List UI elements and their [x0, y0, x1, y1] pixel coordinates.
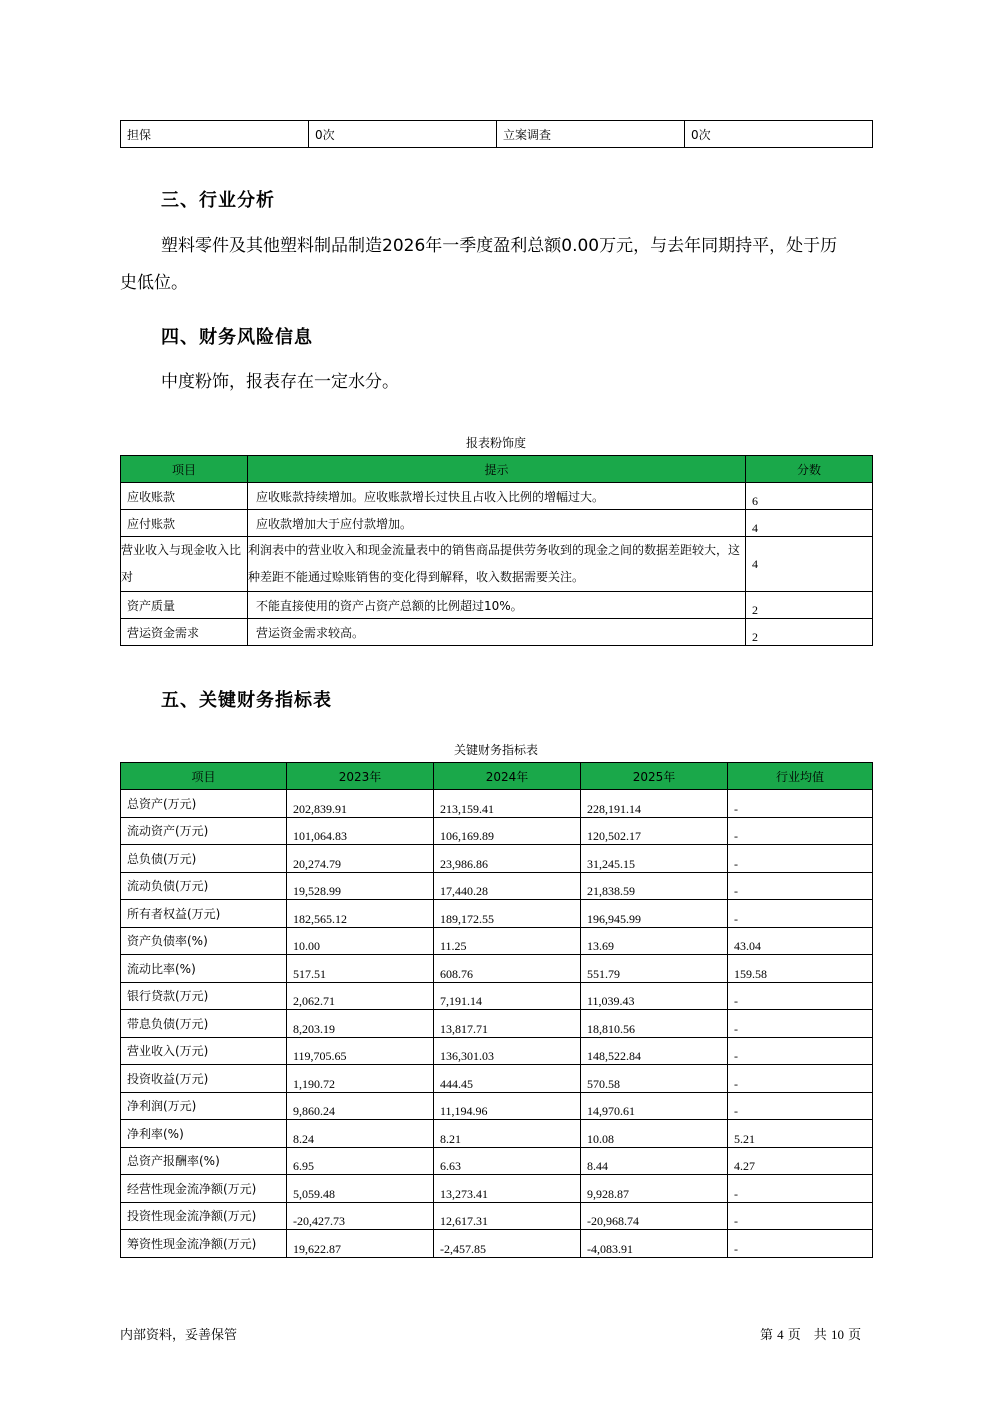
indicator-value-cell: -: [728, 872, 873, 900]
kpi-table-body: [121, 790, 873, 1258]
table-row: [121, 955, 873, 983]
indicator-value-cell: -: [728, 1175, 873, 1203]
table-cell: 立案调查: [497, 121, 685, 148]
hint-cell: 应收账款持续增加。应收账款增长过快且占收入比例的增幅过大。: [248, 483, 746, 510]
item-cell: 应收账款: [121, 483, 248, 510]
table-row: [121, 1092, 873, 1120]
indicator-value-cell: 444.45: [434, 1065, 581, 1093]
indicator-value-cell: 18,810.56: [581, 1010, 728, 1038]
table-header-row: [121, 763, 873, 790]
indicator-value-cell: 8.44: [581, 1147, 728, 1175]
table-row: [121, 982, 873, 1010]
table-row: [121, 1147, 873, 1175]
table-row: [121, 817, 873, 845]
indicator-value-cell: 10.08: [581, 1120, 728, 1148]
indicator-value-cell: 159.58: [728, 955, 873, 983]
table-cell: 0次: [685, 121, 873, 148]
indicator-value-cell: 13.69: [581, 927, 728, 955]
indicator-value-cell: 8.21: [434, 1120, 581, 1148]
table-row: [121, 790, 873, 818]
table-row: [121, 483, 873, 510]
window-dressing-table: [120, 455, 873, 646]
risk-table-caption: 报表粉饰度: [465, 436, 526, 450]
indicator-label-cell: 银行贷款(万元): [121, 982, 287, 1010]
indicator-value-cell: 7,191.14: [434, 982, 581, 1010]
indicator-label-cell: 流动资产(万元): [121, 817, 287, 845]
indicator-value-cell: 136,301.03: [434, 1037, 581, 1065]
indicator-value-cell: 189,172.55: [434, 900, 581, 928]
item-cell: 营运资金需求: [121, 619, 248, 646]
indicator-value-cell: 5,059.48: [287, 1175, 434, 1203]
page-current: 4: [777, 1327, 784, 1342]
column-header: 2023年: [287, 763, 434, 790]
table-row: [121, 1010, 873, 1038]
indicator-value-cell: 11,039.43: [581, 982, 728, 1010]
table-cell: 担保: [121, 121, 309, 148]
financial-risk-text: 中度粉饰，报表存在一定水分。: [161, 372, 399, 392]
indicator-value-cell: 23,986.86: [434, 845, 581, 873]
indicator-value-cell: 20,274.79: [287, 845, 434, 873]
indicator-value-cell: -: [728, 817, 873, 845]
score-cell: 4: [746, 510, 873, 537]
table-row: [121, 592, 873, 619]
page-mid: 页 共: [787, 1328, 827, 1343]
hint-cell: 营运资金需求较高。: [248, 619, 746, 646]
footer-page-number: [760, 1324, 861, 1343]
column-header: 分数: [746, 456, 873, 483]
indicator-label-cell: 流动负债(万元): [121, 872, 287, 900]
indicator-value-cell: 182,565.12: [287, 900, 434, 928]
indicator-value-cell: 13,273.41: [434, 1175, 581, 1203]
section-heading-financial-risk: 四、财务风险信息: [161, 327, 313, 348]
hint-cell: 利润表中的营业收入和现金流量表中的销售商品提供劳务收到的现金之间的数据差距较大，这种差距不能通过赊账销售的变化得到解释，收入数据需要关注。: [248, 537, 746, 592]
page-prefix: 第: [760, 1328, 774, 1343]
page-suffix: 页: [848, 1328, 862, 1343]
indicator-label-cell: 经营性现金流净额(万元): [121, 1175, 287, 1203]
industry-paragraph-line1: 塑料零件及其他塑料制品制造2026年一季度盈利总额0.00万元，与去年同期持平，处于历: [161, 236, 838, 256]
indicator-value-cell: 13,817.71: [434, 1010, 581, 1038]
indicator-value-cell: 1,190.72: [287, 1065, 434, 1093]
risk-count-table: [120, 120, 873, 148]
table-row: [121, 619, 873, 646]
indicator-value-cell: 608.76: [434, 955, 581, 983]
indicator-value-cell: 31,245.15: [581, 845, 728, 873]
indicator-value-cell: 213,159.41: [434, 790, 581, 818]
indicator-value-cell: -: [728, 845, 873, 873]
indicator-label-cell: 所有者权益(万元): [121, 900, 287, 928]
table-row: [121, 845, 873, 873]
indicator-value-cell: -: [728, 1202, 873, 1230]
indicator-label-cell: 总资产(万元): [121, 790, 287, 818]
indicator-value-cell: 106,169.89: [434, 817, 581, 845]
indicator-value-cell: -4,083.91: [581, 1230, 728, 1258]
indicator-label-cell: 投资性现金流净额(万元): [121, 1202, 287, 1230]
indicator-value-cell: 19,528.99: [287, 872, 434, 900]
column-header: 2024年: [434, 763, 581, 790]
indicator-value-cell: 4.27: [728, 1147, 873, 1175]
table-row: [121, 872, 873, 900]
footer-confidential-note: 内部资料，妥善保管: [120, 1328, 238, 1343]
indicator-value-cell: 6.95: [287, 1147, 434, 1175]
indicator-value-cell: 9,860.24: [287, 1092, 434, 1120]
indicator-value-cell: 196,945.99: [581, 900, 728, 928]
table-row: [121, 1065, 873, 1093]
score-cell: 2: [746, 619, 873, 646]
indicator-value-cell: -20,968.74: [581, 1202, 728, 1230]
indicator-value-cell: 101,064.83: [287, 817, 434, 845]
indicator-value-cell: -: [728, 900, 873, 928]
indicator-label-cell: 投资收益(万元): [121, 1065, 287, 1093]
table-row: [121, 1120, 873, 1148]
column-header: 行业均值: [728, 763, 873, 790]
indicator-value-cell: 120,502.17: [581, 817, 728, 845]
indicator-label-cell: 资产负债率(%): [121, 927, 287, 955]
table-row: [121, 1175, 873, 1203]
score-cell: 2: [746, 592, 873, 619]
indicator-value-cell: 228,191.14: [581, 790, 728, 818]
indicator-value-cell: 21,838.59: [581, 872, 728, 900]
indicator-value-cell: 570.58: [581, 1065, 728, 1093]
score-cell: 4: [746, 537, 873, 592]
table-header-row: [121, 456, 873, 483]
indicator-value-cell: 202,839.91: [287, 790, 434, 818]
key-financial-indicators-table: [120, 762, 873, 1258]
indicator-value-cell: 551.79: [581, 955, 728, 983]
indicator-value-cell: 9,928.87: [581, 1175, 728, 1203]
indicator-value-cell: -: [728, 1092, 873, 1120]
indicator-value-cell: 14,970.61: [581, 1092, 728, 1120]
indicator-label-cell: 净利润(万元): [121, 1092, 287, 1120]
item-cell: 资产质量: [121, 592, 248, 619]
indicator-value-cell: 6.63: [434, 1147, 581, 1175]
section-heading-key-indicators: 五、关键财务指标表: [161, 690, 332, 711]
indicator-value-cell: -: [728, 1065, 873, 1093]
item-cell: 营业收入与现金收入比对: [121, 537, 248, 592]
hint-cell: 应收款增加大于应付款增加。: [248, 510, 746, 537]
indicator-value-cell: 8,203.19: [287, 1010, 434, 1038]
page-total: 10: [830, 1327, 844, 1342]
indicator-value-cell: -: [728, 1037, 873, 1065]
kpi-table-caption: 关键财务指标表: [453, 743, 538, 757]
indicator-value-cell: 12,617.31: [434, 1202, 581, 1230]
table-cell: 0次: [309, 121, 497, 148]
table-row: [121, 900, 873, 928]
indicator-value-cell: 119,705.65: [287, 1037, 434, 1065]
hint-cell: 不能直接使用的资产占资产总额的比例超过10%。: [248, 592, 746, 619]
item-cell: 应付账款: [121, 510, 248, 537]
indicator-label-cell: 净利率(%): [121, 1120, 287, 1148]
score-cell: 6: [746, 483, 873, 510]
column-header: 提示: [248, 456, 746, 483]
indicator-value-cell: -: [728, 1010, 873, 1038]
industry-paragraph-line2: 史低位。: [120, 273, 188, 293]
indicator-label-cell: 筹资性现金流净额(万元): [121, 1230, 287, 1258]
table-row: [121, 1037, 873, 1065]
indicator-value-cell: -20,427.73: [287, 1202, 434, 1230]
indicator-value-cell: -: [728, 982, 873, 1010]
column-header: 项目: [121, 456, 248, 483]
indicator-value-cell: -2,457.85: [434, 1230, 581, 1258]
indicator-value-cell: 11.25: [434, 927, 581, 955]
indicator-value-cell: -: [728, 1230, 873, 1258]
table-row: [121, 510, 873, 537]
table-row: [121, 927, 873, 955]
indicator-value-cell: 5.21: [728, 1120, 873, 1148]
column-header: 项目: [121, 763, 287, 790]
indicator-label-cell: 营业收入(万元): [121, 1037, 287, 1065]
indicator-value-cell: -: [728, 790, 873, 818]
indicator-value-cell: 17,440.28: [434, 872, 581, 900]
indicator-value-cell: 10.00: [287, 927, 434, 955]
indicator-label-cell: 带息负债(万元): [121, 1010, 287, 1038]
indicator-value-cell: 148,522.84: [581, 1037, 728, 1065]
indicator-value-cell: 11,194.96: [434, 1092, 581, 1120]
table-row: [121, 121, 873, 148]
table-row: [121, 1230, 873, 1258]
indicator-value-cell: 8.24: [287, 1120, 434, 1148]
indicator-value-cell: 517.51: [287, 955, 434, 983]
indicator-value-cell: 2,062.71: [287, 982, 434, 1010]
indicator-label-cell: 流动比率(%): [121, 955, 287, 983]
indicator-value-cell: 19,622.87: [287, 1230, 434, 1258]
table-row: [121, 1202, 873, 1230]
indicator-label-cell: 总资产报酬率(%): [121, 1147, 287, 1175]
section-heading-industry: 三、行业分析: [161, 190, 275, 211]
table-row: [121, 537, 873, 592]
indicator-value-cell: 43.04: [728, 927, 873, 955]
indicator-label-cell: 总负债(万元): [121, 845, 287, 873]
column-header: 2025年: [581, 763, 728, 790]
